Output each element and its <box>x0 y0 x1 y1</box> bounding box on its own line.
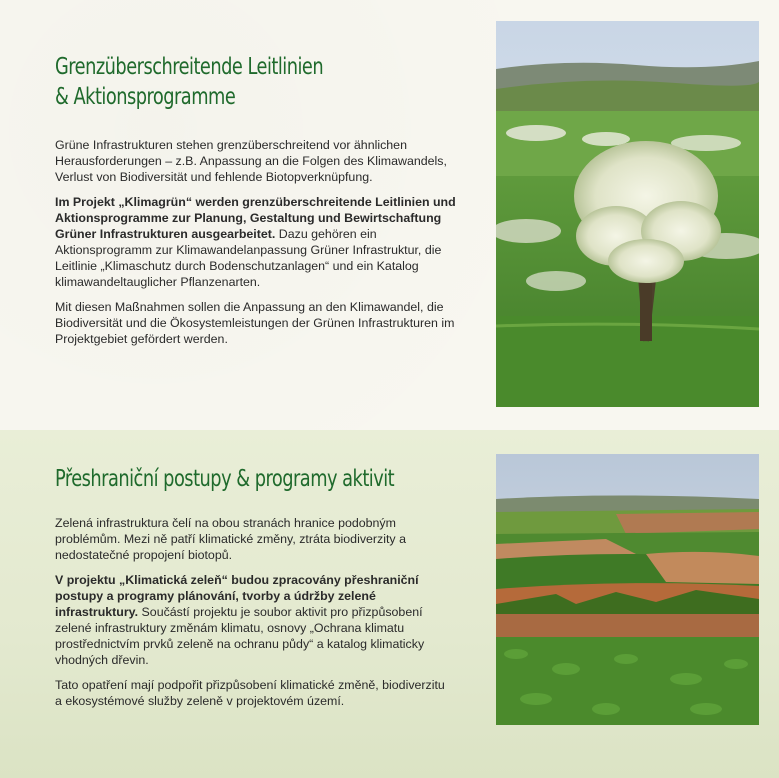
paragraph-2-bold: V projektu „Klimatická zeleň“ budou zpracovány přeshraniční postupy a programy plánování, tvorby a údržby zelené infrastruktury. <box>55 573 419 619</box>
fields-landscape-image <box>496 454 759 725</box>
paragraph-2-rest: Dazu gehören ein Aktionsprogramm zur Klimawandelanpassung Grüner Infrastruktur, die Leitlinie „Klimaschutz durch Bodenschutzanlagen“ und ein Katalog klimawandeltauglicher Pflanzenarten. <box>55 227 442 289</box>
paragraph-2-bold: Im Projekt „Klimagrün“ werden grenzüberschreitende Leitlinien und Aktionsprogramme zur Planung, Gestaltung und Bewirtschaftung Grüner Infrastrukturen ausgearbeitet. <box>55 195 456 241</box>
paragraph-2 <box>55 572 455 668</box>
paragraph-1: Grüne Infrastrukturen stehen grenzüberschreitend vor ähnlichen Herausforderungen – z.B. Anpassung an die Folgen des Klimawandels, Verlust von Biodiversität und fehlende Biotopverknüpfung. <box>55 138 447 184</box>
section-title-czech <box>55 464 394 494</box>
paragraph-3: Tato opatření mají podpořit přizpůsobení klimatické změně, biodiverzitu a ekosystémové služby zeleně v projektovém území. <box>55 678 445 708</box>
tree-landscape-image <box>496 21 759 407</box>
paragraph-3: Mit diesen Maßnahmen sollen die Anpassung an den Klimawandel, die Biodiversität und die Ökosystemleistungen der Grünen Infrastrukturen im Projektgebiet gefördert werden. <box>55 300 455 346</box>
paragraph-2-rest: Součástí projektu je soubor aktivit pro přizpůsobení zelené infrastruktury změnám klimatu, osnovy „Ochrana klimatu prostřednictvím prvků zeleně na ochranu půdy“ a katalog klimaticky vhodných dřevin. <box>55 605 425 667</box>
paragraph-1: Zelená infrastruktura čelí na obou stranách hranice podobným problémům. Mezi ně patří klimatické změny, ztráta biodiverzity a nedostatečné propojení biotopů. <box>55 516 406 562</box>
section-title-german <box>55 52 323 112</box>
title-line: Přeshraniční postupy & programy aktivit <box>55 466 395 492</box>
title-line-2: & Aktionsprogramme <box>55 84 236 110</box>
body-text-german <box>55 137 470 356</box>
body-text-czech <box>55 515 455 718</box>
photo-blossoming-tree <box>496 21 759 407</box>
section-czech <box>0 430 779 778</box>
photo-autumn-fields <box>496 454 759 725</box>
paragraph-2 <box>55 194 470 290</box>
title-line-1: Grenzüberschreitende Leitlinien <box>55 54 324 80</box>
